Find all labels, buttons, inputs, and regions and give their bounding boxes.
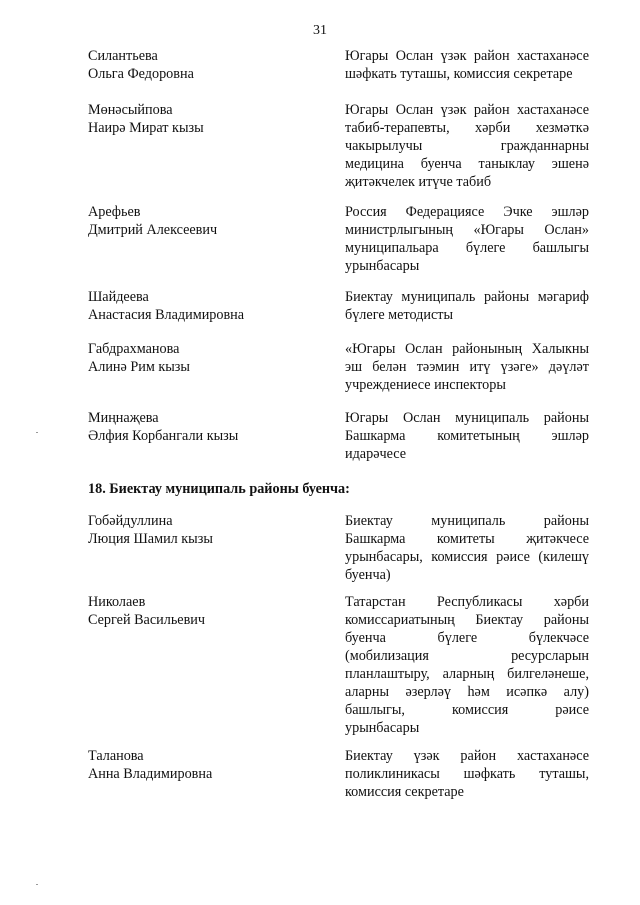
member-surname: Таланова xyxy=(88,748,144,764)
role-line: министрлыгының «Югары Ослан» xyxy=(345,222,589,238)
role-line: Биектау муниципаль районы мәгариф xyxy=(345,289,589,305)
member-surname: Силантьева xyxy=(88,48,158,64)
role-line: Югары Ослан муниципаль районы xyxy=(345,410,589,426)
role-line: табиб-терапевты, хәрби хезмәткә xyxy=(345,120,589,136)
member-given-name: Дмитрий Алексеевич xyxy=(88,222,218,238)
member-given-name: Ольга Федоровна xyxy=(88,66,194,82)
role-line: Башкарма комитетының эшләр xyxy=(345,428,589,444)
member-role xyxy=(345,409,589,463)
role-line: Россия Федерациясе Эчке эшләр xyxy=(345,204,589,220)
role-line: Биектау муниципаль районы xyxy=(345,513,589,529)
member-name xyxy=(88,409,328,445)
role-line: Башкарма комитеты җитәкчесе xyxy=(345,531,589,547)
role-line: муниципальара бүлеге башлыгы xyxy=(345,240,589,256)
scan-speck xyxy=(36,884,38,885)
page-number: 31 xyxy=(313,23,327,38)
role-line: Югары Ослан үзәк район хастаханәсе xyxy=(345,102,589,118)
section-heading: 18. Биектау муниципаль районы буенча: xyxy=(88,481,350,497)
member-name xyxy=(88,101,328,137)
member-name xyxy=(88,340,328,376)
member-role xyxy=(345,288,589,324)
role-line: урынбасары xyxy=(345,720,420,736)
role-line: бүлеге методисты xyxy=(345,307,453,323)
role-line: идарәчесе xyxy=(345,446,407,462)
role-line: «Югары Ослан районының Халыкны xyxy=(345,341,589,357)
role-line: урынбасары xyxy=(345,258,420,274)
member-surname: Мөнәсыйпова xyxy=(88,102,173,118)
member-surname: Арефьев xyxy=(88,204,141,220)
member-role xyxy=(345,101,589,191)
role-line: җитәкчелек итүче табиб xyxy=(345,174,492,190)
member-name xyxy=(88,747,328,783)
member-surname: Гобәйдуллина xyxy=(88,513,173,529)
member-given-name: Әлфия Корбангали кызы xyxy=(88,428,239,444)
member-name xyxy=(88,593,328,629)
member-role xyxy=(345,203,589,275)
role-line: планлаштыру, аларның билгеләнеше, xyxy=(345,666,589,682)
role-line: Татарстан Республикасы хәрби xyxy=(345,594,589,610)
role-line: башлыгы, комиссия рәисе xyxy=(345,702,589,718)
role-line: комиссариатының Биектау районы xyxy=(345,612,589,628)
member-surname: Шайдеева xyxy=(88,289,149,305)
role-line: аларны әзерләү һәм исәпкә алу) xyxy=(345,684,589,700)
role-line: чакырылучы гражданнарны xyxy=(345,138,589,154)
role-line: Биектау үзәк район хастаханәсе xyxy=(345,748,589,764)
role-line: поликлиникасы шәфкать туташы, xyxy=(345,766,589,782)
member-given-name: Люция Шамил кызы xyxy=(88,531,213,547)
role-line: эш белән тәэмин итү үзәге» дәүләт xyxy=(345,359,589,375)
member-role xyxy=(345,512,589,584)
role-line: Югары Ослан үзәк район хастаханәсе xyxy=(345,48,589,64)
scan-speck xyxy=(36,432,38,433)
member-given-name: Алинә Рим кызы xyxy=(88,359,190,375)
role-line: шәфкать туташы, комиссия секретаре xyxy=(345,66,573,82)
role-line: (мобилизация ресурсларын xyxy=(345,648,589,664)
member-name xyxy=(88,203,328,239)
role-line: буенча) xyxy=(345,567,391,583)
member-given-name: Сергей Васильевич xyxy=(88,612,206,628)
role-line: комиссия секретаре xyxy=(345,784,464,800)
member-given-name: Анна Владимировна xyxy=(88,766,213,782)
member-role xyxy=(345,340,589,394)
member-role xyxy=(345,593,589,737)
member-surname: Николаев xyxy=(88,594,146,610)
member-surname: Миңнаҗева xyxy=(88,410,159,426)
member-surname: Габдрахманова xyxy=(88,341,180,357)
member-name xyxy=(88,512,328,548)
member-role xyxy=(345,747,589,801)
member-given-name: Наирә Мират кызы xyxy=(88,120,204,136)
member-given-name: Анастасия Владимировна xyxy=(88,307,245,323)
role-line: медицина буенча таныклау эшенә xyxy=(345,156,589,172)
role-line: урынбасары, комиссия рәисе (килешү xyxy=(345,549,589,565)
member-role xyxy=(345,47,589,83)
role-line: учреждениесе инспекторы xyxy=(345,377,506,393)
member-name xyxy=(88,47,328,83)
role-line: буенча бүлеге бүлекчәсе xyxy=(345,630,589,646)
member-name xyxy=(88,288,328,324)
